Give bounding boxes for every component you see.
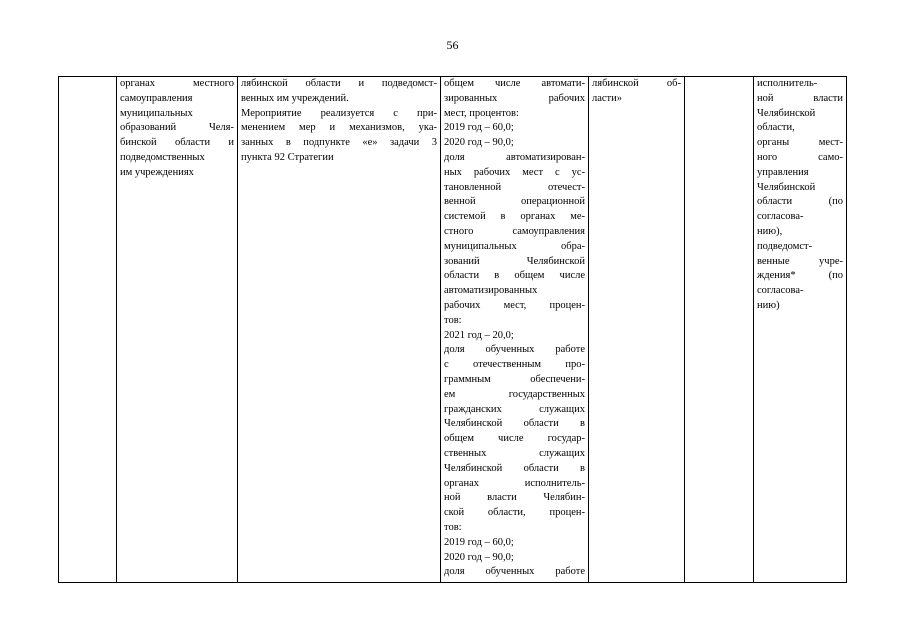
cell-text-line: ного само-	[757, 151, 843, 163]
cell-text-line: мест, процентов:	[444, 107, 519, 119]
table-cell-col3	[238, 77, 441, 583]
cell-text-line: ной власти Челябин-	[444, 492, 585, 504]
cell-text-line: 2019 год – 60,0;	[444, 122, 514, 134]
cell-text-line: нию),	[757, 225, 783, 237]
table-cell-col4	[441, 77, 589, 583]
cell-text-line: системой в органах ме-	[444, 211, 585, 223]
cell-text-line: венной операционной	[444, 196, 585, 208]
cell-text-line: менением мер и механизмов, ука-	[241, 122, 437, 134]
cell-text-line: Мероприятие реализуется с при-	[241, 107, 437, 119]
cell-text-line: органы мест-	[757, 137, 843, 149]
table-cell-col6	[685, 77, 754, 583]
cell-text-line: доля автоматизирован-	[444, 151, 585, 163]
cell-text-line: области (по	[757, 196, 843, 208]
document-table	[58, 76, 847, 583]
cell-text-line: гражданских служащих	[444, 403, 585, 415]
cell-text-line: ных рабочих мест с ус-	[444, 166, 585, 178]
cell-text-line: согласова-	[757, 285, 804, 297]
cell-text-line: тов:	[444, 521, 462, 533]
cell-text-line: 2020 год – 90,0;	[444, 551, 514, 563]
table-cell-col5	[589, 77, 685, 583]
table-cell-col2	[117, 77, 238, 583]
cell-text-line: области,	[757, 122, 795, 134]
cell-text-line: ственных служащих	[444, 447, 585, 459]
cell-text-line: самоуправления	[120, 92, 193, 104]
table-row	[59, 77, 847, 583]
cell-text-line: венных им учреждений.	[241, 92, 349, 104]
cell-text-line: Челябинской	[757, 181, 816, 193]
cell-text-line: зированных рабочих	[444, 92, 585, 104]
cell-text-line: общем числе автомати-	[444, 78, 585, 89]
cell-text-line: 2020 год – 90,0;	[444, 137, 514, 149]
cell-text-line: зований Челябинской	[444, 255, 585, 267]
cell-text-line: занных в подпункте «е» задачи 3	[241, 137, 437, 149]
cell-text-line: ждения* (по	[757, 270, 843, 282]
cell-text-line: 2019 год – 60,0;	[444, 536, 514, 548]
cell-text-line: лябинской области и подведомст-	[241, 78, 437, 89]
table-cell-col1	[59, 77, 117, 583]
cell-text-line: с отечественным про-	[444, 359, 585, 371]
cell-text-line: подведомст-	[757, 240, 813, 252]
cell-text-line: тановленной отечест-	[444, 181, 585, 193]
cell-text-line: образований Челя-	[120, 122, 234, 134]
cell-text-line: ской области, процен-	[444, 507, 585, 519]
page-number: 56	[446, 38, 459, 52]
cell-text-line: Челябинской области в	[444, 418, 585, 430]
cell-text-line: ем государственных	[444, 388, 585, 400]
cell-text-line: нию)	[757, 299, 780, 311]
cell-text-line: автоматизированных	[444, 285, 538, 297]
cell-text-line: муниципальных	[120, 107, 193, 119]
cell-text-line: 2021 год – 20,0;	[444, 329, 514, 341]
cell-text-line: доля обученных работе	[444, 566, 585, 578]
cell-text-line: Челябинской	[757, 107, 816, 119]
cell-text-line: общем числе государ-	[444, 433, 585, 445]
cell-text-line: исполнитель-	[757, 78, 818, 89]
cell-text-line: лябинской об-	[592, 78, 681, 89]
cell-text-line: пункта 92 Стратегии	[241, 151, 334, 163]
cell-text-line: доля обученных работе	[444, 344, 585, 356]
cell-text-line: согласова-	[757, 211, 804, 223]
cell-text-line: органах местного	[120, 78, 234, 89]
cell-text-line: органах исполнитель-	[444, 477, 585, 489]
cell-text-line: ной власти	[757, 92, 843, 104]
cell-text-line: ласти»	[592, 92, 623, 104]
cell-text-line: тов:	[444, 314, 462, 326]
cell-text-line: муниципальных обра-	[444, 240, 585, 252]
cell-text-line: управления	[757, 166, 809, 178]
cell-text-line: стного самоуправления	[444, 225, 585, 237]
cell-text-line: рабочих мест, процен-	[444, 299, 585, 311]
cell-text-line: граммным обеспечени-	[444, 373, 585, 385]
cell-text-line: им учреждениях	[120, 166, 194, 178]
cell-text-line: подведомственных	[120, 151, 205, 163]
cell-text-line: бинской области и	[120, 137, 234, 149]
cell-text-line: Челябинской области в	[444, 462, 585, 474]
table-cell-col7	[754, 77, 847, 583]
cell-text-line: области в общем числе	[444, 270, 585, 282]
cell-text-line: венные учре-	[757, 255, 843, 267]
